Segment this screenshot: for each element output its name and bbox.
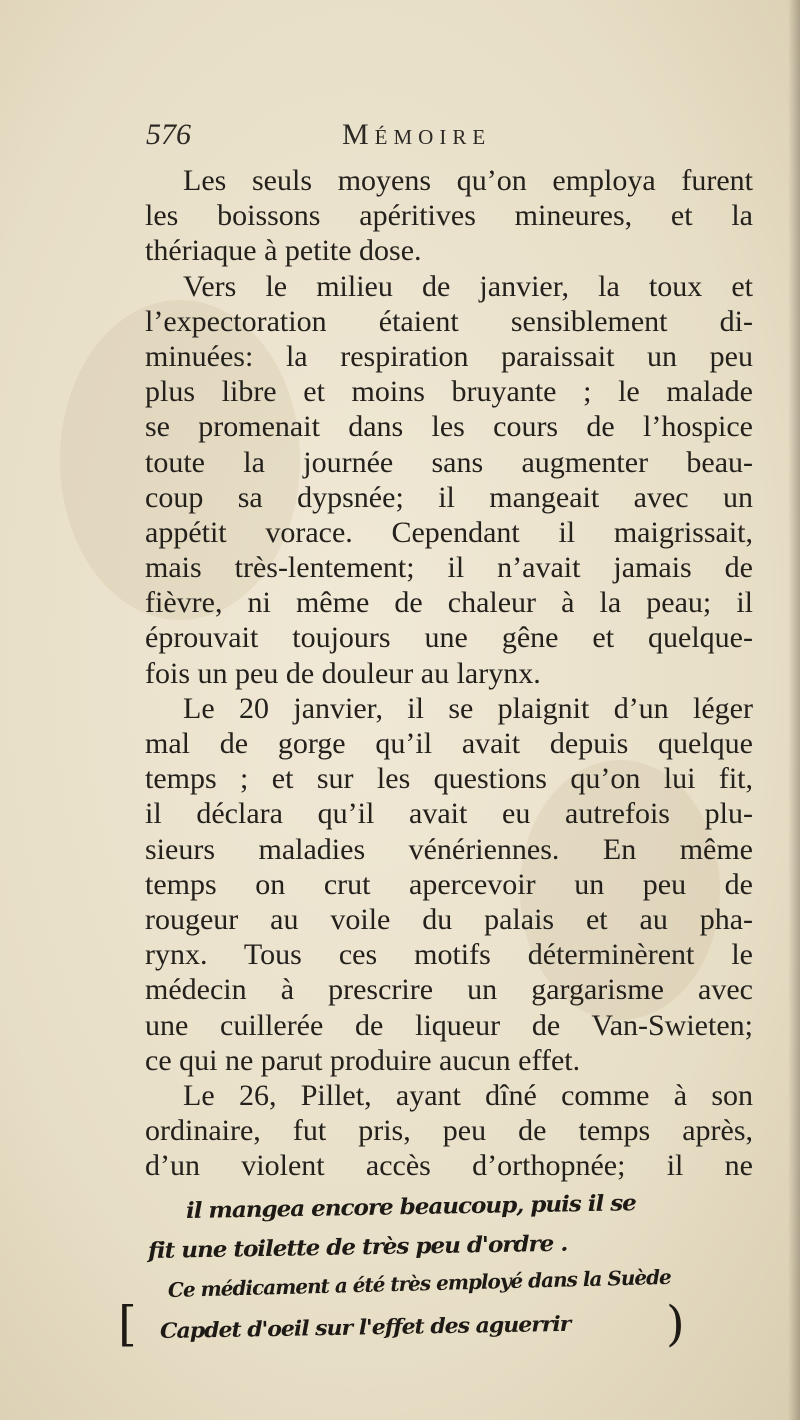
text-line: temps on crut apercevoir un peu de — [145, 867, 753, 901]
handwritten-line: fit une toilette de très peu d'ordre . — [147, 1230, 568, 1264]
text-line: sieurs maladies vénériennes. En même — [145, 832, 753, 866]
text-line: d’un violent accès d’orthopnée; il ne — [145, 1149, 753, 1183]
text-line: rynx. Tous ces motifs déterminèrent le — [145, 938, 753, 972]
text-line: minuées: la respiration paraissait un peu — [145, 339, 753, 373]
text-line: une cuillerée de liqueur de Van-Swieten; — [145, 1008, 753, 1042]
text-line: toute la journée sans augmenter beau- — [145, 445, 753, 479]
text-line: mal de gorge qu’il avait depuis quelque — [145, 727, 753, 760]
text-line: appétit vorace. Cependant il maigrissait, — [145, 515, 753, 549]
page-header — [146, 118, 566, 158]
text-line: Le 20 janvier, il se plaignit d’un léger — [183, 691, 753, 725]
text-line: Le 26, Pillet, ayant dîné comme à son — [183, 1078, 753, 1112]
text-line: fois un peu de douleur au larynx. — [145, 656, 541, 690]
bracket-close-glyph: ) — [666, 1296, 685, 1352]
page-number: 576 — [146, 118, 191, 151]
text-line: l’expectoration étaient sensiblement di- — [145, 304, 753, 338]
text-line: mais très-lentement; il n’avait jamais de — [145, 551, 753, 585]
text-line: coup sa dypsnée; il mangeait avec un — [145, 480, 753, 514]
text-line: ce qui ne parut produire aucun effet. — [145, 1043, 581, 1077]
body-text — [145, 163, 753, 1183]
handwritten-note — [118, 1190, 798, 1370]
running-head: Mémoire — [342, 118, 492, 151]
text-line: rougeur au voile du palais et au pha- — [145, 902, 753, 936]
handwritten-line: il mangea encore beaucoup, puis il se — [185, 1190, 637, 1224]
text-line: les boissons apéritives mineures, et la — [145, 199, 753, 233]
text-line: se promenait dans les cours de l’hospice — [145, 410, 753, 444]
handwritten-line: Capdet d'oeil sur l'effet des aguerrir — [159, 1310, 571, 1343]
text-line: il déclara qu’il avait eu autrefois plu- — [145, 797, 753, 831]
text-line: temps ; et sur les questions qu’on lui fit, — [145, 762, 753, 796]
text-line: Vers le milieu de janvier, la toux et — [183, 269, 753, 303]
text-line: thériaque à petite dose. — [145, 234, 422, 268]
text-line: ordinaire, fut pris, peu de temps après, — [145, 1114, 753, 1148]
text-line: plus libre et moins bruyante ; le malade — [145, 375, 753, 409]
text-line: médecin à prescrire un gargarisme avec — [145, 973, 753, 1007]
text-line: éprouvait toujours une gêne et quelque- — [145, 621, 753, 655]
handwritten-line: Ce médicament a été très employé dans la Suède — [167, 1264, 672, 1302]
text-line: Les seuls moyens qu’on employa furent — [183, 164, 753, 197]
text-line: fièvre, ni même de chaleur à la peau; il — [145, 586, 753, 620]
bracket-open-glyph: [ — [118, 1296, 137, 1352]
